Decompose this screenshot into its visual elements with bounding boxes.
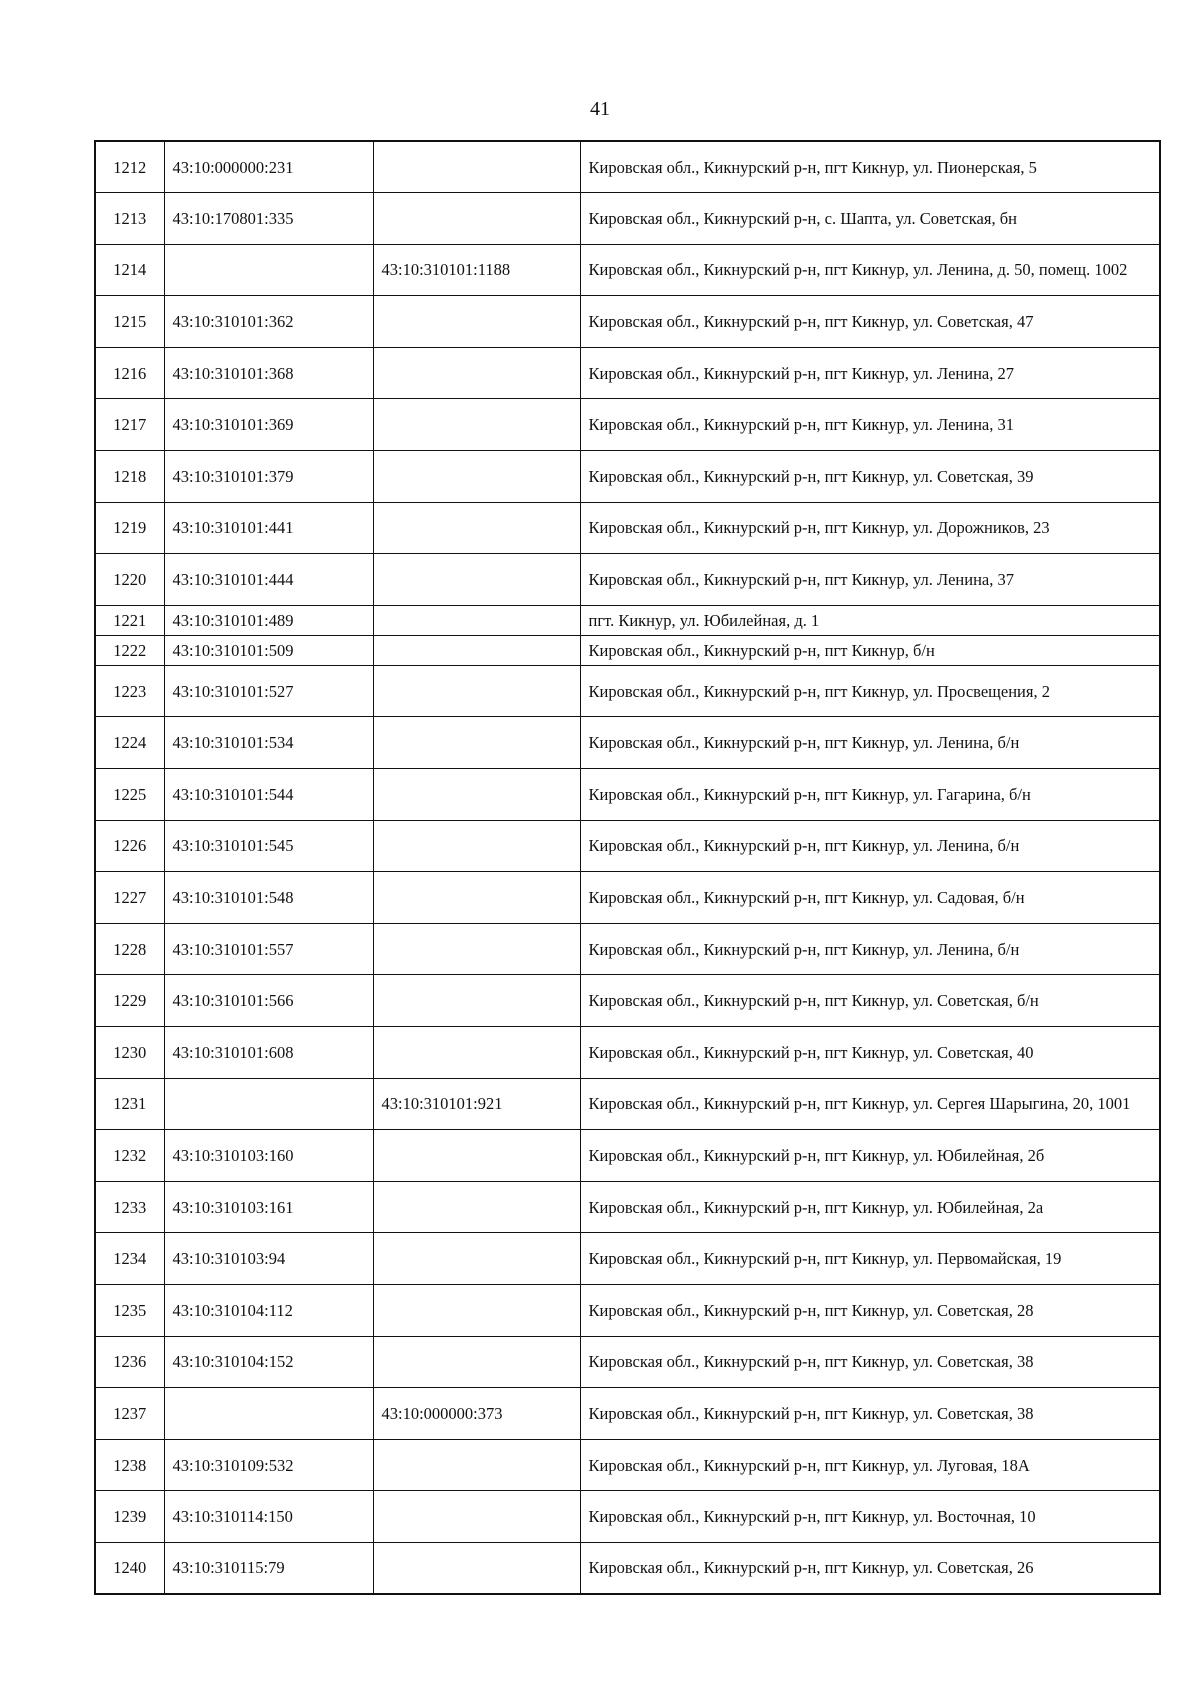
land-cadastral-number-cell: 43:10:310104:152 [164, 1336, 373, 1388]
table-row [95, 296, 1160, 348]
table-row [95, 820, 1160, 872]
row-number-cell: 1231 [95, 1078, 164, 1130]
address-cell: Кировская обл., Кикнурский р-н, пгт Кикнур, ул. Советская, б/н [580, 975, 1160, 1027]
row-number-cell: 1238 [95, 1439, 164, 1491]
registry-table-body [95, 141, 1160, 1594]
building-cadastral-number-cell [373, 665, 580, 717]
address-cell: Кировская обл., Кикнурский р-н, пгт Кикнур, ул. Советская, 38 [580, 1388, 1160, 1440]
land-cadastral-number-cell: 43:10:310103:94 [164, 1233, 373, 1285]
table-row [95, 975, 1160, 1027]
building-cadastral-number-cell [373, 502, 580, 554]
table-row [95, 1439, 1160, 1491]
address-cell: Кировская обл., Кикнурский р-н, пгт Кикнур, ул. Советская, 26 [580, 1542, 1160, 1594]
land-cadastral-number-cell: 43:10:310101:545 [164, 820, 373, 872]
building-cadastral-number-cell [373, 635, 580, 665]
table-row [95, 1491, 1160, 1543]
building-cadastral-number-cell: 43:10:310101:1188 [373, 244, 580, 296]
table-row [95, 1027, 1160, 1079]
address-cell: Кировская обл., Кикнурский р-н, пгт Кикнур, ул. Пионерская, 5 [580, 141, 1160, 193]
table-row [95, 665, 1160, 717]
land-cadastral-number-cell: 43:10:310109:532 [164, 1439, 373, 1491]
row-number-cell: 1225 [95, 769, 164, 821]
table-row [95, 1542, 1160, 1594]
land-cadastral-number-cell: 43:10:310103:160 [164, 1130, 373, 1182]
address-cell: Кировская обл., Кикнурский р-н, пгт Кикнур, ул. Просвещения, 2 [580, 665, 1160, 717]
address-cell: Кировская обл., Кикнурский р-н, с. Шапта, ул. Советская, бн [580, 193, 1160, 245]
land-cadastral-number-cell: 43:10:310101:608 [164, 1027, 373, 1079]
row-number-cell: 1240 [95, 1542, 164, 1594]
table-row [95, 1130, 1160, 1182]
table-row [95, 1336, 1160, 1388]
row-number-cell: 1228 [95, 923, 164, 975]
land-cadastral-number-cell: 43:10:310101:548 [164, 872, 373, 924]
address-cell: Кировская обл., Кикнурский р-н, пгт Кикнур, ул. Ленина, б/н [580, 923, 1160, 975]
address-cell: Кировская обл., Кикнурский р-н, пгт Кикнур, ул. Ленина, 31 [580, 399, 1160, 451]
row-number-cell: 1212 [95, 141, 164, 193]
address-cell: Кировская обл., Кикнурский р-н, пгт Кикнур, ул. Советская, 47 [580, 296, 1160, 348]
building-cadastral-number-cell [373, 1027, 580, 1079]
address-cell: Кировская обл., Кикнурский р-н, пгт Кикнур, ул. Ленина, 37 [580, 554, 1160, 606]
land-cadastral-number-cell: 43:10:310101:379 [164, 451, 373, 503]
address-cell: Кировская обл., Кикнурский р-н, пгт Кикнур, б/н [580, 635, 1160, 665]
building-cadastral-number-cell [373, 399, 580, 451]
building-cadastral-number-cell [373, 769, 580, 821]
table-row [95, 923, 1160, 975]
address-cell: Кировская обл., Кикнурский р-н, пгт Кикнур, ул. Сергея Шарыгина, 20, 1001 [580, 1078, 1160, 1130]
address-cell: Кировская обл., Кикнурский р-н, пгт Кикнур, ул. Луговая, 18А [580, 1439, 1160, 1491]
row-number-cell: 1236 [95, 1336, 164, 1388]
building-cadastral-number-cell [373, 1181, 580, 1233]
table-row [95, 347, 1160, 399]
building-cadastral-number-cell [373, 347, 580, 399]
building-cadastral-number-cell [373, 1336, 580, 1388]
row-number-cell: 1232 [95, 1130, 164, 1182]
property-registry-table [94, 140, 1161, 1595]
building-cadastral-number-cell [373, 1439, 580, 1491]
table-row [95, 502, 1160, 554]
address-cell: Кировская обл., Кикнурский р-н, пгт Кикнур, ул. Ленина, д. 50, помещ. 1002 [580, 244, 1160, 296]
row-number-cell: 1215 [95, 296, 164, 348]
land-cadastral-number-cell: 43:10:310101:368 [164, 347, 373, 399]
building-cadastral-number-cell [373, 923, 580, 975]
row-number-cell: 1234 [95, 1233, 164, 1285]
address-cell: Кировская обл., Кикнурский р-н, пгт Кикнур, ул. Садовая, б/н [580, 872, 1160, 924]
land-cadastral-number-cell: 43:10:310101:444 [164, 554, 373, 606]
land-cadastral-number-cell [164, 1388, 373, 1440]
table-row [95, 554, 1160, 606]
row-number-cell: 1235 [95, 1284, 164, 1336]
address-cell: Кировская обл., Кикнурский р-н, пгт Кикнур, ул. Советская, 39 [580, 451, 1160, 503]
building-cadastral-number-cell [373, 554, 580, 606]
land-cadastral-number-cell: 43:10:310101:534 [164, 717, 373, 769]
row-number-cell: 1220 [95, 554, 164, 606]
table-row [95, 1078, 1160, 1130]
building-cadastral-number-cell [373, 141, 580, 193]
row-number-cell: 1218 [95, 451, 164, 503]
address-cell: Кировская обл., Кикнурский р-н, пгт Кикнур, ул. Гагарина, б/н [580, 769, 1160, 821]
address-cell: Кировская обл., Кикнурский р-н, пгт Кикнур, ул. Юбилейная, 2а [580, 1181, 1160, 1233]
land-cadastral-number-cell: 43:10:310101:489 [164, 605, 373, 635]
row-number-cell: 1224 [95, 717, 164, 769]
building-cadastral-number-cell: 43:10:310101:921 [373, 1078, 580, 1130]
land-cadastral-number-cell: 43:10:000000:231 [164, 141, 373, 193]
address-cell: Кировская обл., Кикнурский р-н, пгт Кикнур, ул. Ленина, б/н [580, 820, 1160, 872]
table-row [95, 717, 1160, 769]
building-cadastral-number-cell [373, 975, 580, 1027]
building-cadastral-number-cell [373, 872, 580, 924]
address-cell: Кировская обл., Кикнурский р-н, пгт Кикнур, ул. Восточная, 10 [580, 1491, 1160, 1543]
row-number-cell: 1226 [95, 820, 164, 872]
table-row [95, 193, 1160, 245]
table-row [95, 1284, 1160, 1336]
row-number-cell: 1214 [95, 244, 164, 296]
address-cell: Кировская обл., Кикнурский р-н, пгт Кикнур, ул. Дорожников, 23 [580, 502, 1160, 554]
building-cadastral-number-cell [373, 605, 580, 635]
building-cadastral-number-cell [373, 451, 580, 503]
row-number-cell: 1233 [95, 1181, 164, 1233]
table-row [95, 1181, 1160, 1233]
row-number-cell: 1230 [95, 1027, 164, 1079]
row-number-cell: 1229 [95, 975, 164, 1027]
land-cadastral-number-cell: 43:10:310101:441 [164, 502, 373, 554]
row-number-cell: 1222 [95, 635, 164, 665]
building-cadastral-number-cell [373, 1284, 580, 1336]
row-number-cell: 1221 [95, 605, 164, 635]
building-cadastral-number-cell [373, 193, 580, 245]
table-row [95, 141, 1160, 193]
land-cadastral-number-cell [164, 244, 373, 296]
building-cadastral-number-cell: 43:10:000000:373 [373, 1388, 580, 1440]
building-cadastral-number-cell [373, 717, 580, 769]
land-cadastral-number-cell: 43:10:310101:369 [164, 399, 373, 451]
land-cadastral-number-cell: 43:10:310114:150 [164, 1491, 373, 1543]
land-cadastral-number-cell: 43:10:310101:544 [164, 769, 373, 821]
row-number-cell: 1239 [95, 1491, 164, 1543]
address-cell: Кировская обл., Кикнурский р-н, пгт Кикнур, ул. Советская, 40 [580, 1027, 1160, 1079]
land-cadastral-number-cell: 43:10:310115:79 [164, 1542, 373, 1594]
row-number-cell: 1223 [95, 665, 164, 717]
building-cadastral-number-cell [373, 1491, 580, 1543]
building-cadastral-number-cell [373, 1130, 580, 1182]
table-row [95, 635, 1160, 665]
row-number-cell: 1217 [95, 399, 164, 451]
building-cadastral-number-cell [373, 1542, 580, 1594]
address-cell: пгт. Кикнур, ул. Юбилейная, д. 1 [580, 605, 1160, 635]
land-cadastral-number-cell: 43:10:310101:362 [164, 296, 373, 348]
land-cadastral-number-cell: 43:10:310101:557 [164, 923, 373, 975]
table-row [95, 605, 1160, 635]
land-cadastral-number-cell: 43:10:310101:566 [164, 975, 373, 1027]
table-row [95, 399, 1160, 451]
address-cell: Кировская обл., Кикнурский р-н, пгт Кикнур, ул. Ленина, 27 [580, 347, 1160, 399]
row-number-cell: 1237 [95, 1388, 164, 1440]
table-row [95, 451, 1160, 503]
table-row [95, 1233, 1160, 1285]
land-cadastral-number-cell: 43:10:310104:112 [164, 1284, 373, 1336]
row-number-cell: 1227 [95, 872, 164, 924]
table-row [95, 244, 1160, 296]
land-cadastral-number-cell [164, 1078, 373, 1130]
table-row [95, 872, 1160, 924]
land-cadastral-number-cell: 43:10:310103:161 [164, 1181, 373, 1233]
table-row [95, 1388, 1160, 1440]
building-cadastral-number-cell [373, 1233, 580, 1285]
address-cell: Кировская обл., Кикнурский р-н, пгт Кикнур, ул. Юбилейная, 2б [580, 1130, 1160, 1182]
address-cell: Кировская обл., Кикнурский р-н, пгт Кикнур, ул. Первомайская, 19 [580, 1233, 1160, 1285]
page-number: 41 [590, 98, 610, 120]
address-cell: Кировская обл., Кикнурский р-н, пгт Кикнур, ул. Советская, 38 [580, 1336, 1160, 1388]
land-cadastral-number-cell: 43:10:310101:509 [164, 635, 373, 665]
row-number-cell: 1219 [95, 502, 164, 554]
building-cadastral-number-cell [373, 820, 580, 872]
land-cadastral-number-cell: 43:10:310101:527 [164, 665, 373, 717]
row-number-cell: 1213 [95, 193, 164, 245]
table-row [95, 769, 1160, 821]
building-cadastral-number-cell [373, 296, 580, 348]
address-cell: Кировская обл., Кикнурский р-н, пгт Кикнур, ул. Ленина, б/н [580, 717, 1160, 769]
address-cell: Кировская обл., Кикнурский р-н, пгт Кикнур, ул. Советская, 28 [580, 1284, 1160, 1336]
land-cadastral-number-cell: 43:10:170801:335 [164, 193, 373, 245]
row-number-cell: 1216 [95, 347, 164, 399]
